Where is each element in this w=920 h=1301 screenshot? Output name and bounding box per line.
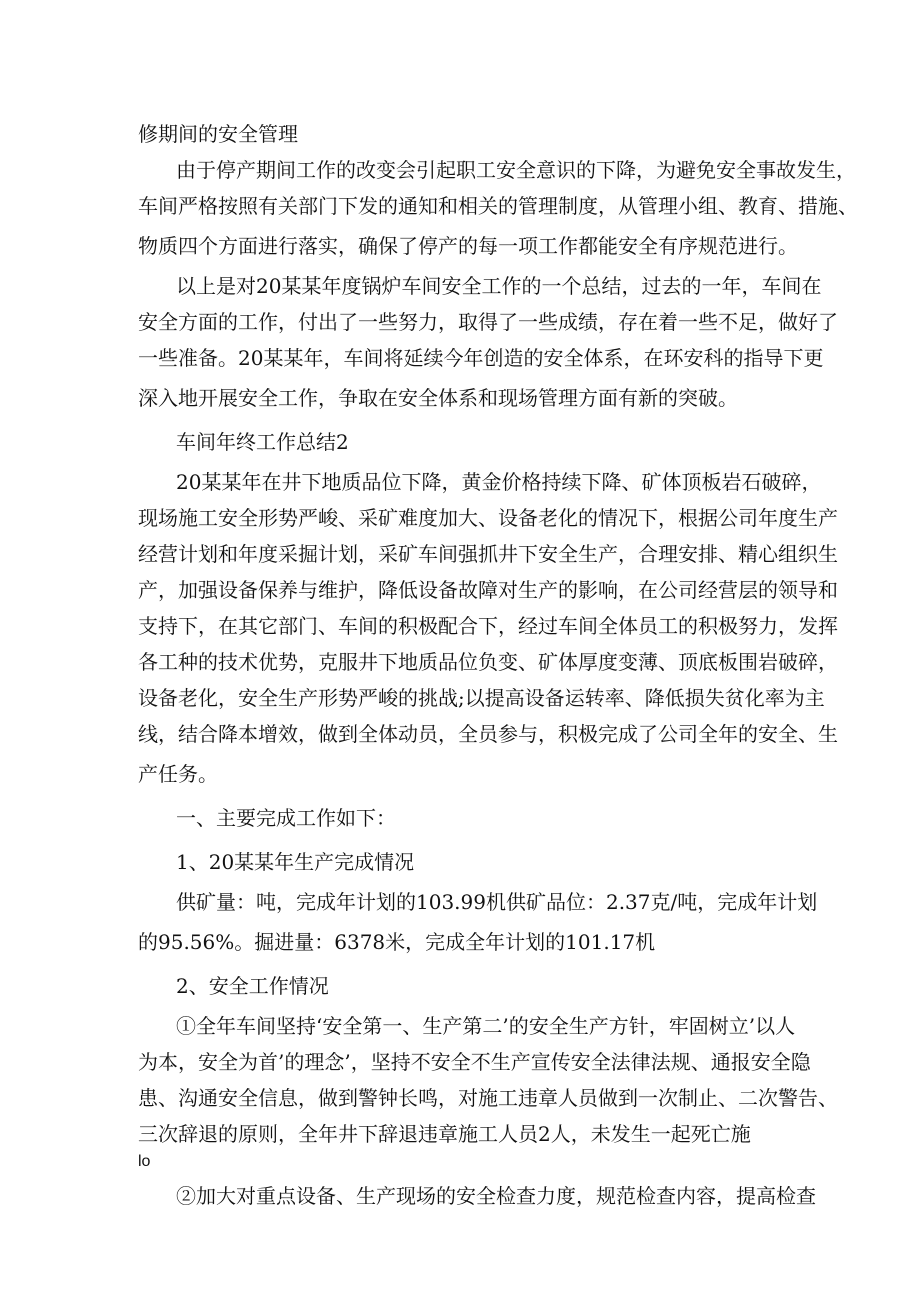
- text-line: 经营计划和年度采掘计划，采矿车间强抓井下安全生产，合理安排、精心组织生: [138, 542, 838, 566]
- text-line: 患、沟通安全信息，做到警钟长鸣，对施工违章人员做到一次制止、二次警告、: [138, 1086, 838, 1110]
- text-line: 线，结合降本增效，做到全体动员，全员参与，积极完成了公司全年的安全、生: [138, 722, 838, 746]
- text-line: 现场施工安全形势严峻、采矿难度加大、设备老化的情况下，根据公司年度生产: [138, 506, 838, 530]
- text-line: 的95.56%。掘进量：6378米，完成全年计划的101.17机: [138, 930, 656, 954]
- text-line: 20某某年在井下地质品位下降，黄金价格持续下降、矿体顶板岩石破碎，: [176, 470, 822, 494]
- text-line: 车间严格按照有关部门下发的通知和相关的管理制度，从管理小组、教育、措施、: [138, 194, 858, 218]
- section-heading: 一、主要完成工作如下：: [176, 806, 396, 830]
- document-body: [138, 116, 858, 1214]
- text-line: 各工种的技术优势，克服井下地质品位负变、矿体厚度变薄、顶底板围岩破碎，: [138, 650, 838, 674]
- subsection-heading: 1、20某某年生产完成情况: [176, 850, 415, 874]
- text-line: 三次辞退的原则，全年井下辞退违章施工人员2人，未发生一起死亡施: [138, 1122, 751, 1146]
- text-line: 由于停产期间工作的改变会引起职工安全意识的下降，为避免安全事故发生，: [176, 158, 856, 182]
- stray-text-fragment: lo: [138, 1153, 151, 1170]
- text-line: 深入地开展安全工作，争取在安全体系和现场管理方面有新的突破。: [138, 386, 738, 410]
- text-line: 供矿量：吨，完成年计划的103.99机供矿品位：2.37克/吨，完成年计划: [176, 890, 818, 914]
- text-line: 产，加强设备保养与维护，降低设备故障对生产的影响，在公司经营层的领导和: [138, 578, 838, 602]
- subsection-heading: 2、安全工作情况: [176, 974, 329, 998]
- section-heading: 车间年终工作总结2: [176, 430, 349, 454]
- text-line: 支持下，在其它部门、车间的积极配合下，经过车间全体员工的积极努力，发挥: [138, 614, 838, 638]
- text-line: 一些准备。20某某年，车间将延续今年创造的安全体系，在环安科的指导下更: [138, 346, 824, 370]
- text-line: ①全年车间坚持‘安全第一、生产第二’的安全生产方针，牢固树立’以人: [176, 1014, 796, 1038]
- text-line: 产任务。: [138, 762, 218, 786]
- text-line: 修期间的安全管理: [138, 122, 298, 146]
- text-line: 安全方面的工作，付出了一些努力，取得了一些成绩，存在着一些不足，做好了: [138, 310, 838, 334]
- text-line: 物质四个方面进行落实，确保了停产的每一项工作都能安全有序规范进行。: [138, 234, 798, 258]
- text-line: 以上是对20某某年度锅炉车间安全工作的一个总结，过去的一年，车间在: [176, 274, 822, 298]
- text-line: 为本，安全为首’的理念’，坚持不安全不生产宣传安全法律法规、通报安全隐: [138, 1050, 811, 1074]
- text-line: ②加大对重点设备、生产现场的安全检查力度，规范检查内容，提高检查: [176, 1184, 816, 1208]
- text-line: 设备老化，安全生产形势严峻的挑战;以提高设备运转率、降低损失贫化率为主: [138, 686, 825, 710]
